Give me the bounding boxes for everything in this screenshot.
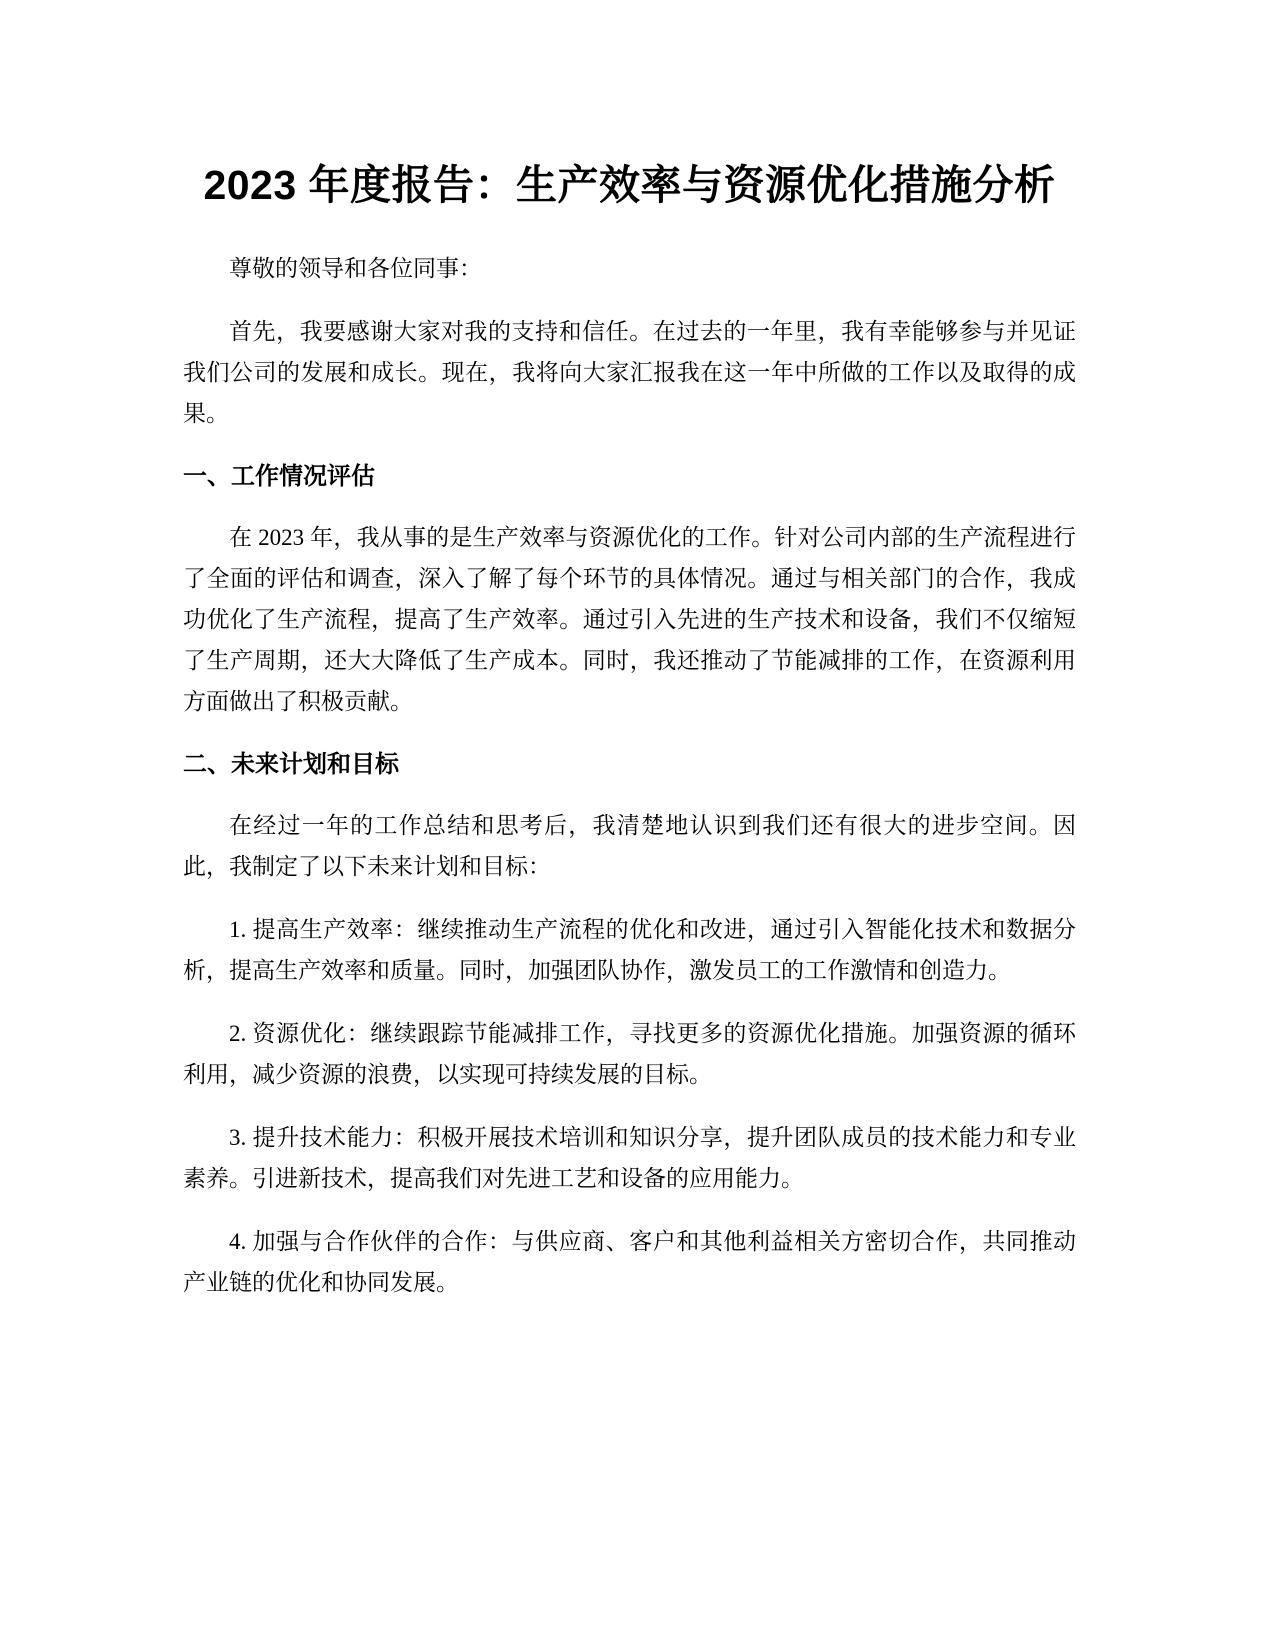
salutation: 尊敬的领导和各位同事： (229, 256, 482, 281)
plan-item-efficiency: 1. 提高生产效率：继续推动生产流程的优化和改进，通过引入智能化技术和数据分析，提高生产效率和质量。同时，加强团队协作，激发员工的工作激情和创造力。 (183, 917, 1076, 983)
plan-item-technology: 3. 提升技术能力：积极开展技术培训和知识分享，提升团队成员的技术能力和专业素养。引进新技术，提高我们对先进工艺和设备的应用能力。 (183, 1125, 1076, 1191)
intro-paragraph: 首先，我要感谢大家对我的支持和信任。在过去的一年里，我有幸能够参与并见证我们公司的发展和成长。现在，我将向大家汇报我在这一年中所做的工作以及取得的成果。 (183, 319, 1076, 426)
document-title: 2023 年度报告：生产效率与资源优化措施分析 (203, 162, 1056, 208)
plan-item-partners: 4. 加强与合作伙伴的合作：与供应商、客户和其他利益相关方密切合作，共同推动产业链的优化和协同发展。 (183, 1229, 1076, 1295)
section-heading-future-plans: 二、未来计划和目标 (183, 751, 399, 778)
future-plans-intro-paragraph: 在经过一年的工作总结和思考后，我清楚地认识到我们还有很大的进步空间。因此，我制定了以下未来计划和目标： (183, 813, 1076, 879)
work-evaluation-paragraph: 在 2023 年，我从事的是生产效率与资源优化的工作。针对公司内部的生产流程进行了全面的评估和调查，深入了解了每个环节的具体情况。通过与相关部门的合作，我成功优化了生产流程，提高了生产效率。通过引入先进的生产技术和设备，我们不仅缩短了生产周期，还大大降低了生产成本。同时，我还推动了节能减排的工作，在资源利用方面做出了积极贡献。 (183, 525, 1076, 714)
plan-item-resource: 2. 资源优化：继续跟踪节能减排工作，寻找更多的资源优化措施。加强资源的循环利用，减少资源的浪费，以实现可持续发展的目标。 (183, 1021, 1076, 1087)
section-heading-work-evaluation: 一、工作情况评估 (183, 463, 375, 490)
document-body (183, 148, 1076, 1325)
